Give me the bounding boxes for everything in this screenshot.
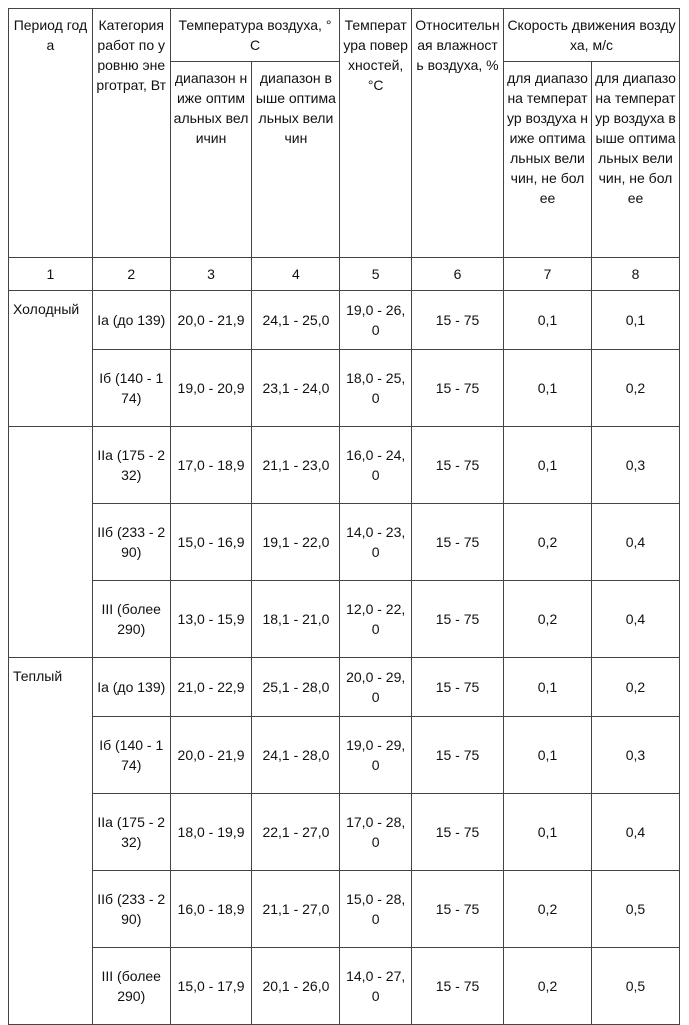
category-cell: IIб (233 - 290) (92, 504, 170, 581)
air-temp-below-cell: 17,0 - 18,9 (170, 427, 252, 504)
column-number: 3 (170, 258, 252, 291)
column-number: 1 (9, 258, 93, 291)
table-row (9, 794, 680, 871)
column-number: 4 (252, 258, 340, 291)
air-speed-below-cell: 0,2 (504, 504, 592, 581)
table-row (9, 581, 680, 658)
air-temp-above-cell: 20,1 - 26,0 (252, 948, 340, 1025)
column-number: 6 (411, 258, 503, 291)
category-cell: IIа (175 - 232) (92, 794, 170, 871)
air-temp-below-cell: 15,0 - 17,9 (170, 948, 252, 1025)
air-temp-above-cell: 24,1 - 25,0 (252, 291, 340, 350)
header-air-temp-above: диапазон выше оптимальных величин (252, 62, 340, 258)
air-speed-above-cell: 0,5 (591, 948, 679, 1025)
column-number: 5 (340, 258, 412, 291)
humidity-cell: 15 - 75 (411, 350, 503, 427)
air-temp-above-cell: 22,1 - 27,0 (252, 794, 340, 871)
air-temp-above-cell: 21,1 - 23,0 (252, 427, 340, 504)
air-speed-below-cell: 0,2 (504, 948, 592, 1025)
air-temp-below-cell: 20,0 - 21,9 (170, 291, 252, 350)
column-number: 8 (591, 258, 679, 291)
humidity-cell: 15 - 75 (411, 427, 503, 504)
table-row (9, 658, 680, 717)
air-temp-below-cell: 13,0 - 15,9 (170, 581, 252, 658)
surface-temp-cell: 15,0 - 28,0 (340, 871, 412, 948)
air-speed-above-cell: 0,3 (591, 717, 679, 794)
air-speed-below-cell: 0,1 (504, 658, 592, 717)
surface-temp-cell: 18,0 - 25,0 (340, 350, 412, 427)
air-speed-above-cell: 0,1 (591, 291, 679, 350)
air-speed-above-cell: 0,4 (591, 581, 679, 658)
humidity-cell: 15 - 75 (411, 948, 503, 1025)
column-number-row (9, 258, 680, 291)
air-speed-below-cell: 0,1 (504, 717, 592, 794)
header-category: Категория работ по уровню энерготрат, Вт (92, 9, 170, 258)
air-speed-above-cell: 0,2 (591, 658, 679, 717)
air-speed-below-cell: 0,1 (504, 794, 592, 871)
period-cell: Холодный (9, 291, 93, 427)
header-air-temp: Температура воздуха, °С (170, 9, 340, 62)
surface-temp-cell: 20,0 - 29,0 (340, 658, 412, 717)
microclimate-table (8, 8, 680, 1025)
surface-temp-cell: 16,0 - 24,0 (340, 427, 412, 504)
category-cell: IIб (233 - 290) (92, 871, 170, 948)
humidity-cell: 15 - 75 (411, 871, 503, 948)
table-row (9, 350, 680, 427)
category-cell: Iа (до 139) (92, 291, 170, 350)
header-air-speed: Скорость движения воздуха, м/с (504, 9, 680, 62)
humidity-cell: 15 - 75 (411, 717, 503, 794)
column-number: 2 (92, 258, 170, 291)
period-cell: Теплый (9, 658, 93, 1025)
category-cell: IIа (175 - 232) (92, 427, 170, 504)
surface-temp-cell: 14,0 - 27,0 (340, 948, 412, 1025)
humidity-cell: 15 - 75 (411, 291, 503, 350)
air-speed-above-cell: 0,2 (591, 350, 679, 427)
surface-temp-cell: 14,0 - 23,0 (340, 504, 412, 581)
air-temp-above-cell: 25,1 - 28,0 (252, 658, 340, 717)
air-temp-above-cell: 24,1 - 28,0 (252, 717, 340, 794)
header-air-speed-above: для диапазона температур воздуха выше оптимальных величин, не более (591, 62, 679, 258)
air-speed-above-cell: 0,3 (591, 427, 679, 504)
air-temp-below-cell: 16,0 - 18,9 (170, 871, 252, 948)
category-cell: Iб (140 - 174) (92, 350, 170, 427)
header-period: Период года (9, 9, 93, 258)
category-cell: Iа (до 139) (92, 658, 170, 717)
header-humidity: Относительная влажность воздуха, % (411, 9, 503, 258)
table-row (9, 948, 680, 1025)
air-speed-below-cell: 0,1 (504, 350, 592, 427)
table-row (9, 504, 680, 581)
header-surface-temp: Температура поверхностей, °С (340, 9, 412, 258)
header-air-speed-below: для диапазона температур воздуха ниже оптимальных величин, не более (504, 62, 592, 258)
header-row-1 (9, 9, 680, 62)
air-temp-above-cell: 19,1 - 22,0 (252, 504, 340, 581)
air-temp-above-cell: 21,1 - 27,0 (252, 871, 340, 948)
air-speed-below-cell: 0,1 (504, 427, 592, 504)
air-speed-below-cell: 0,2 (504, 871, 592, 948)
humidity-cell: 15 - 75 (411, 658, 503, 717)
table-row (9, 871, 680, 948)
surface-temp-cell: 17,0 - 28,0 (340, 794, 412, 871)
header-air-temp-below: диапазон ниже оптимальных величин (170, 62, 252, 258)
humidity-cell: 15 - 75 (411, 794, 503, 871)
air-speed-above-cell: 0,5 (591, 871, 679, 948)
column-number: 7 (504, 258, 592, 291)
period-cell (9, 427, 93, 658)
surface-temp-cell: 19,0 - 29,0 (340, 717, 412, 794)
table-row (9, 291, 680, 350)
table-body (9, 291, 680, 1025)
air-temp-above-cell: 23,1 - 24,0 (252, 350, 340, 427)
category-cell: III (более 290) (92, 581, 170, 658)
table-row (9, 427, 680, 504)
humidity-cell: 15 - 75 (411, 504, 503, 581)
air-speed-below-cell: 0,1 (504, 291, 592, 350)
air-temp-above-cell: 18,1 - 21,0 (252, 581, 340, 658)
surface-temp-cell: 19,0 - 26,0 (340, 291, 412, 350)
air-speed-above-cell: 0,4 (591, 794, 679, 871)
air-temp-below-cell: 18,0 - 19,9 (170, 794, 252, 871)
air-speed-below-cell: 0,2 (504, 581, 592, 658)
surface-temp-cell: 12,0 - 22,0 (340, 581, 412, 658)
air-temp-below-cell: 15,0 - 16,9 (170, 504, 252, 581)
category-cell: Iб (140 - 174) (92, 717, 170, 794)
air-temp-below-cell: 21,0 - 22,9 (170, 658, 252, 717)
air-temp-below-cell: 19,0 - 20,9 (170, 350, 252, 427)
table-row (9, 717, 680, 794)
category-cell: III (более 290) (92, 948, 170, 1025)
air-temp-below-cell: 20,0 - 21,9 (170, 717, 252, 794)
air-speed-above-cell: 0,4 (591, 504, 679, 581)
humidity-cell: 15 - 75 (411, 581, 503, 658)
